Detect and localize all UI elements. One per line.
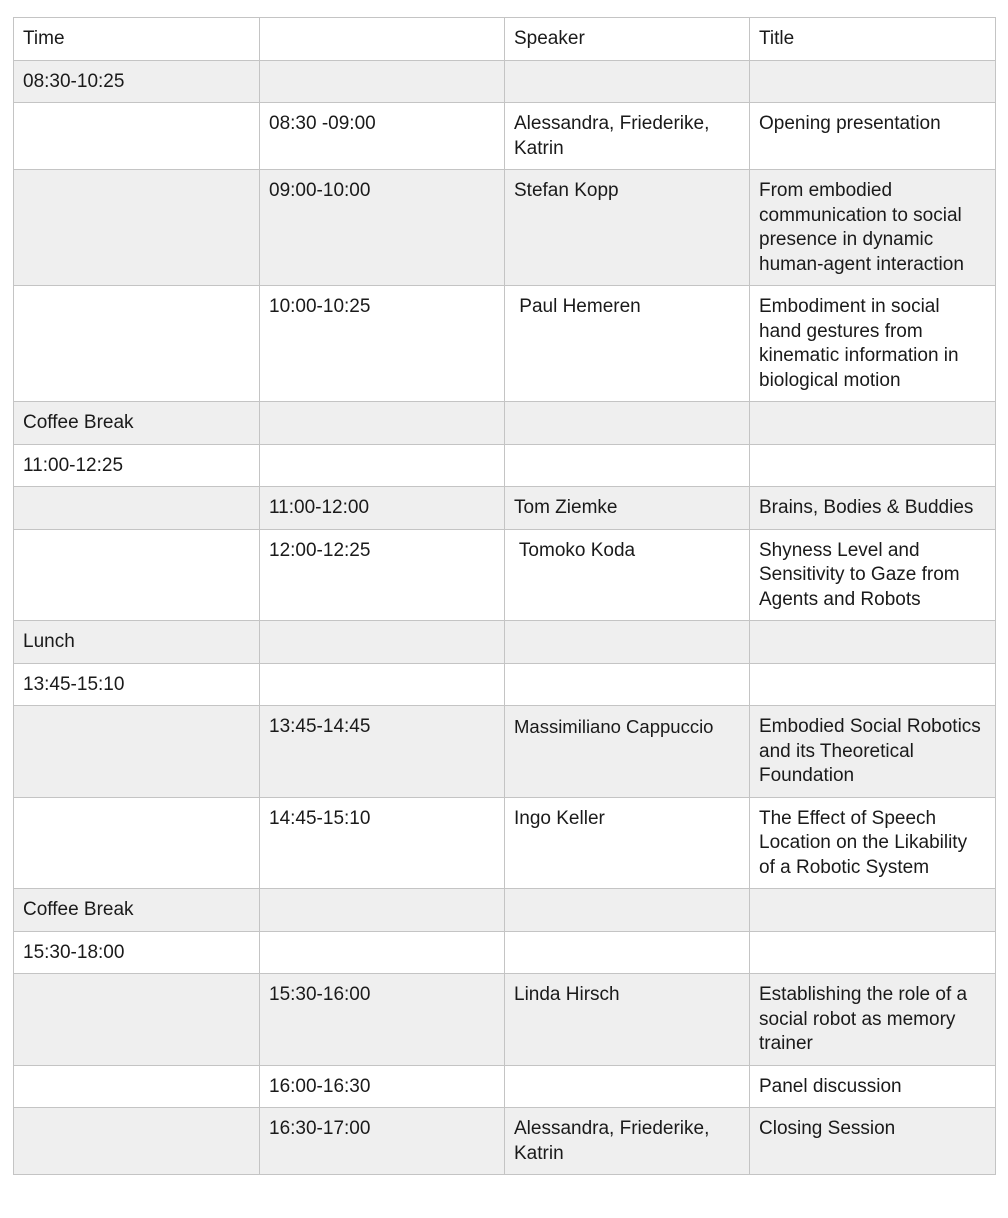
cell-slot: 14:45-15:10 (260, 797, 505, 889)
cell-speaker (505, 1065, 750, 1108)
table-row (14, 931, 996, 974)
cell-title: Embodied Social Robotics and its Theoretical Foundation (750, 706, 996, 798)
cell-speaker (505, 931, 750, 974)
cell-time (14, 706, 260, 798)
header-slot (260, 18, 505, 61)
cell-speaker (505, 60, 750, 103)
cell-slot (260, 663, 505, 706)
cell-time: 11:00-12:25 (14, 444, 260, 487)
cell-slot: 13:45-14:45 (260, 706, 505, 798)
cell-speaker (505, 621, 750, 664)
table-row (14, 974, 996, 1066)
cell-time (14, 170, 260, 286)
table-row (14, 170, 996, 286)
header-title: Title (750, 18, 996, 61)
cell-time (14, 286, 260, 402)
cell-slot (260, 444, 505, 487)
cell-time (14, 1108, 260, 1175)
cell-time: 13:45-15:10 (14, 663, 260, 706)
cell-title: Shyness Level and Sensitivity to Gaze from Agents and Robots (750, 529, 996, 621)
cell-slot (260, 402, 505, 445)
cell-slot: 09:00-10:00 (260, 170, 505, 286)
table-row (14, 621, 996, 664)
table-row (14, 1108, 996, 1175)
cell-title (750, 663, 996, 706)
cell-title (750, 931, 996, 974)
cell-title (750, 60, 996, 103)
cell-speaker: Massimiliano Cappuccio (505, 706, 750, 798)
cell-speaker: Linda Hirsch (505, 974, 750, 1066)
cell-time: Coffee Break (14, 402, 260, 445)
cell-slot: 08:30 -09:00 (260, 103, 505, 170)
cell-slot: 16:30-17:00 (260, 1108, 505, 1175)
cell-title (750, 889, 996, 932)
cell-speaker: Alessandra, Friederike, Katrin (505, 1108, 750, 1175)
cell-title (750, 444, 996, 487)
cell-slot: 15:30-16:00 (260, 974, 505, 1066)
cell-speaker (505, 663, 750, 706)
cell-title: Panel discussion (750, 1065, 996, 1108)
cell-time: Coffee Break (14, 889, 260, 932)
cell-speaker: Stefan Kopp (505, 170, 750, 286)
cell-speaker (505, 444, 750, 487)
cell-time (14, 529, 260, 621)
table-row (14, 529, 996, 621)
header-speaker: Speaker (505, 18, 750, 61)
cell-speaker: Alessandra, Friederike, Katrin (505, 103, 750, 170)
cell-slot: 12:00-12:25 (260, 529, 505, 621)
cell-speaker (505, 402, 750, 445)
table-row (14, 889, 996, 932)
cell-time (14, 797, 260, 889)
cell-title: Brains, Bodies & Buddies (750, 487, 996, 530)
cell-speaker: Tomoko Koda (505, 529, 750, 621)
cell-title (750, 621, 996, 664)
table-row (14, 402, 996, 445)
schedule-table (13, 17, 996, 1175)
table-row (14, 663, 996, 706)
cell-title: The Effect of Speech Location on the Likability of a Robotic System (750, 797, 996, 889)
table-row (14, 444, 996, 487)
cell-slot (260, 621, 505, 664)
table-row (14, 286, 996, 402)
cell-slot (260, 889, 505, 932)
cell-time (14, 487, 260, 530)
table-row (14, 487, 996, 530)
cell-slot (260, 60, 505, 103)
cell-time (14, 1065, 260, 1108)
table-row (14, 103, 996, 170)
cell-slot: 10:00-10:25 (260, 286, 505, 402)
cell-time: 15:30-18:00 (14, 931, 260, 974)
cell-title: Establishing the role of a social robot as memory trainer (750, 974, 996, 1066)
cell-speaker: Tom Ziemke (505, 487, 750, 530)
header-time: Time (14, 18, 260, 61)
cell-time (14, 974, 260, 1066)
cell-speaker (505, 889, 750, 932)
table-row (14, 797, 996, 889)
cell-slot: 11:00-12:00 (260, 487, 505, 530)
cell-title: Opening presentation (750, 103, 996, 170)
cell-title: Embodiment in social hand gestures from kinematic information in biological motion (750, 286, 996, 402)
cell-speaker: Ingo Keller (505, 797, 750, 889)
header-row (14, 18, 996, 61)
cell-time: Lunch (14, 621, 260, 664)
table-row (14, 706, 996, 798)
cell-title: Closing Session (750, 1108, 996, 1175)
cell-time (14, 103, 260, 170)
cell-slot: 16:00-16:30 (260, 1065, 505, 1108)
cell-slot (260, 931, 505, 974)
cell-title: From embodied communication to social presence in dynamic human-agent interaction (750, 170, 996, 286)
table-row (14, 1065, 996, 1108)
cell-time: 08:30-10:25 (14, 60, 260, 103)
cell-title (750, 402, 996, 445)
table-row (14, 60, 996, 103)
cell-speaker: Paul Hemeren (505, 286, 750, 402)
